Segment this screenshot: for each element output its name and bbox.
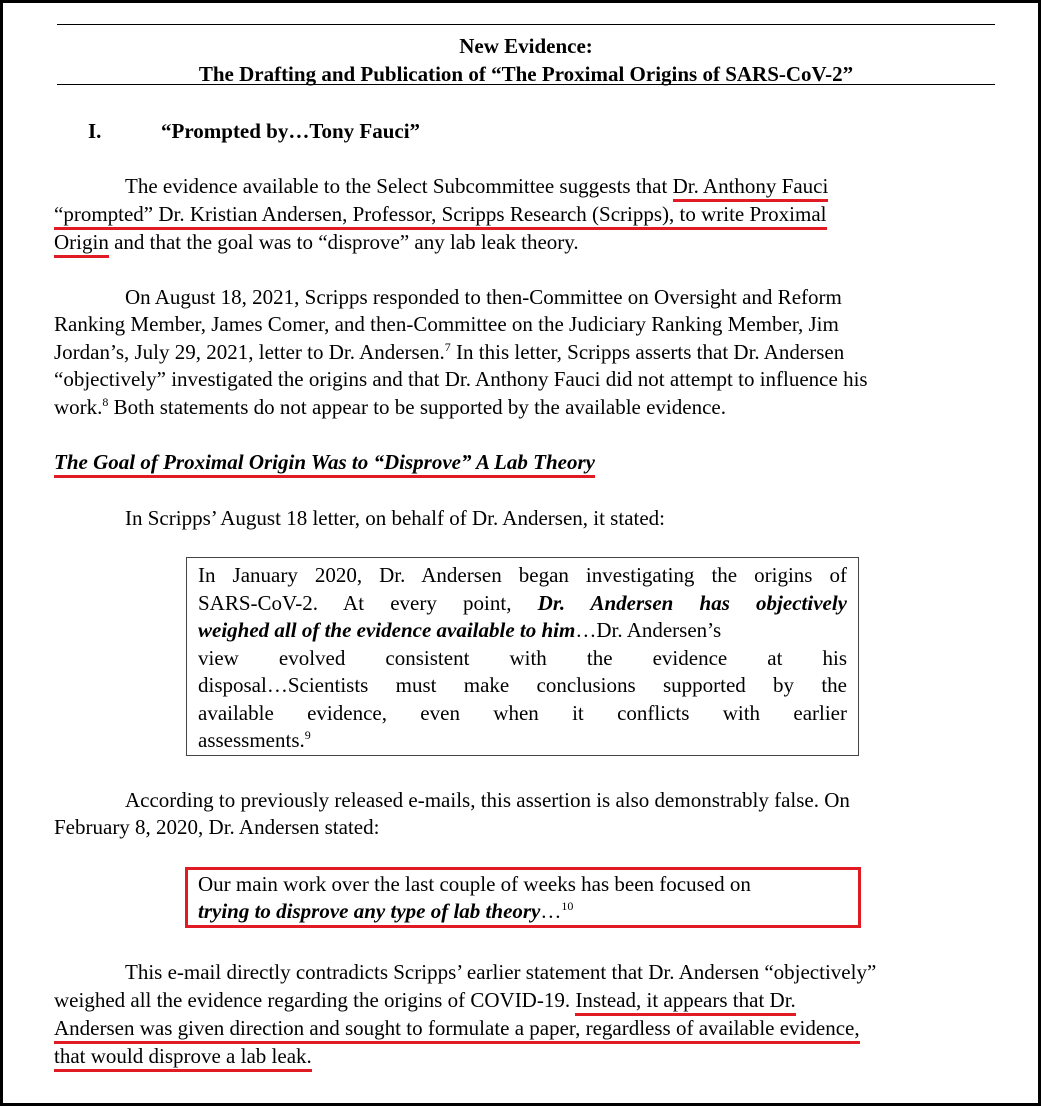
para5-line4 xyxy=(54,1042,312,1070)
section-number: I. xyxy=(88,119,102,143)
quote2-line2 xyxy=(198,898,573,926)
para5-underlined-text: Andersen was given direction and sought to formulate a paper, regardless of available evidence, xyxy=(54,1016,860,1044)
quote1-line1: In January 2020, Dr. Andersen began investigating the origins of xyxy=(198,563,847,587)
quote1-line4: view evolved consistent with the evidence at his xyxy=(198,646,847,670)
para5-line1: This e-mail directly contradicts Scripps’ earlier statement that Dr. Andersen “objectively” xyxy=(125,960,877,984)
quote1-text: …Dr. Andersen’s xyxy=(575,618,722,642)
para3: In Scripps’ August 18 letter, on behalf of Dr. Andersen, it stated: xyxy=(125,506,666,530)
quote1-line5: disposal…Scientists must make conclusions supported by the xyxy=(198,673,847,697)
quote1-emphasis: Dr. Andersen has objectively xyxy=(537,591,848,615)
para2-text: Both statements do not appear to be supported by the available evidence. xyxy=(108,395,726,419)
para1-text: and that the goal was to “disprove” any lab leak theory. xyxy=(108,230,579,254)
title-line-2: The Drafting and Publication of “The Proximal Origins of SARS-CoV-2” xyxy=(198,62,854,86)
quote2-text: … xyxy=(540,899,562,923)
quote1-line6: available evidence, even when it conflicts with earlier xyxy=(198,701,847,725)
subheading-text: The Goal of Proximal Origin Was to “Disprove” A Lab Theory xyxy=(54,450,595,478)
title-line-1: New Evidence: xyxy=(459,34,593,58)
footnote-8: 8 xyxy=(102,395,109,409)
para1-text: The evidence available to the Select Subcommittee suggests that xyxy=(125,174,673,198)
bottom-rule xyxy=(57,84,995,85)
para5-text: weighed all the evidence regarding the origins of COVID-19. xyxy=(54,988,576,1012)
footnote-7: 7 xyxy=(444,340,451,354)
para4-line2: February 8, 2020, Dr. Andersen stated: xyxy=(54,815,380,839)
quote1-text: assessments. xyxy=(198,728,305,752)
section-heading: “Prompted by…Tony Fauci” xyxy=(161,119,421,143)
quote1-emphasis: weighed all of the evidence available to him xyxy=(198,618,576,642)
para1-line1 xyxy=(125,172,828,200)
para4-line1: According to previously released e-mails, this assertion is also demonstrably false. On xyxy=(125,788,850,812)
para2-line3 xyxy=(54,338,844,366)
quote1-line7 xyxy=(198,727,311,755)
para1-underlined-text: Dr. Anthony Fauci xyxy=(673,174,829,202)
para2-line1: On August 18, 2021, Scripps responded to then-Committee on Oversight and Reform xyxy=(125,285,842,309)
quote2-emphasis: trying to disprove any type of lab theory xyxy=(198,899,541,923)
para1-line2 xyxy=(54,200,827,228)
para5-line2 xyxy=(54,986,796,1014)
para2-text: Jordan’s, July 29, 2021, letter to Dr. Andersen. xyxy=(54,340,445,364)
para2-text: work. xyxy=(54,395,103,419)
para2-line4: “objectively” investigated the origins and that Dr. Anthony Fauci did not attempt to influence his xyxy=(54,367,868,391)
para5-line3 xyxy=(54,1014,860,1042)
footnote-9: 9 xyxy=(304,728,311,742)
quote1-line2 xyxy=(198,590,847,618)
para1-line3 xyxy=(54,228,579,256)
top-rule xyxy=(57,24,995,25)
para2-line2: Ranking Member, James Comer, and then-Committee on the Judiciary Ranking Member, Jim xyxy=(54,312,839,336)
quote2-line1: Our main work over the last couple of weeks has been focused on xyxy=(198,872,751,896)
para5-underlined-text: Instead, it appears that Dr. xyxy=(575,988,795,1016)
subheading xyxy=(54,448,595,476)
para1-underlined-text: Origin xyxy=(54,230,109,258)
para2-text: In this letter, Scripps asserts that Dr. Andersen xyxy=(450,340,845,364)
para5-underlined-text: that would disprove a lab leak. xyxy=(54,1044,312,1072)
para1-underlined-text: “prompted” Dr. Kristian Andersen, Professor, Scripps Research (Scripps), to write Proximal xyxy=(54,202,827,230)
footnote-10: 10 xyxy=(561,899,574,913)
para2-line5 xyxy=(54,393,726,421)
quote1-text: SARS-CoV-2. At every point, xyxy=(198,591,512,615)
quote1-line3 xyxy=(198,617,847,645)
